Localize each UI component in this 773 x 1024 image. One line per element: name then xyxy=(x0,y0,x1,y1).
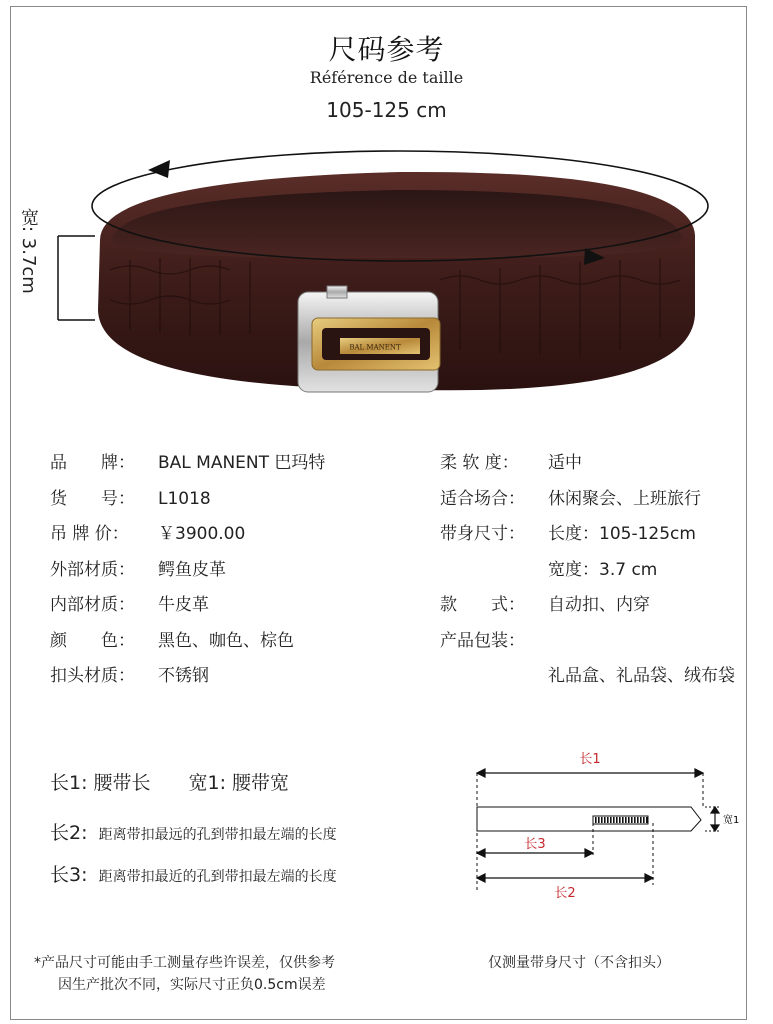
page-subtitle: Référence de taille xyxy=(309,68,464,87)
len3-arrow-left-icon xyxy=(477,849,485,857)
spec-value: 长度：105-125cm xyxy=(548,524,696,544)
hole-tick xyxy=(595,817,597,823)
hole-tick xyxy=(601,817,603,823)
spec-key: 柔 软 度： xyxy=(440,453,519,473)
arrow-left-icon xyxy=(148,160,170,178)
len1-arrow-left-icon xyxy=(477,769,485,777)
legend-text-3: 距离带扣最近的孔到带扣最左端的长度 xyxy=(98,869,337,885)
wid1-label: 宽1 xyxy=(723,815,740,826)
hole-tick xyxy=(607,817,609,823)
len2-label: 长2 xyxy=(554,886,576,901)
hole-tick xyxy=(628,817,630,823)
legend-text-2: 距离带扣最远的孔到带扣最左端的长度 xyxy=(98,827,337,843)
buckle-latch xyxy=(327,286,347,298)
page-title: 尺码参考 xyxy=(328,33,445,66)
legend-key-2: 长2: xyxy=(50,822,88,844)
len1-arrow-right-icon xyxy=(695,769,703,777)
spec-row xyxy=(440,484,701,509)
spec-row xyxy=(440,661,735,686)
hole-tick xyxy=(631,817,633,823)
spec-value: 宽度：3.7 cm xyxy=(548,559,658,580)
legend-line-2 xyxy=(50,818,337,845)
spec-key: 外部材质： xyxy=(50,559,135,580)
len1-label: 长1 xyxy=(579,752,601,767)
belt-strip xyxy=(477,807,701,831)
spec-row xyxy=(50,448,325,473)
hole-tick xyxy=(616,817,618,823)
hole-tick xyxy=(637,817,639,823)
len2-arrow-left-icon xyxy=(477,874,485,882)
spec-key: 款 式： xyxy=(440,595,525,615)
spec-value: 适中 xyxy=(548,453,582,473)
spec-value: 黑色、咖色、棕色 xyxy=(158,630,294,651)
hole-tick xyxy=(622,817,624,823)
measure-note: 仅测量带身尺寸（不含扣头） xyxy=(488,955,670,971)
spec-key: 带身尺寸： xyxy=(440,524,525,544)
spec-value: 休闲聚会、上班旅行 xyxy=(548,488,701,509)
hole-tick xyxy=(643,817,645,823)
spec-value: 礼品盒、礼品袋、绒布袋 xyxy=(548,666,735,686)
spec-row xyxy=(440,519,696,544)
len3-label: 长3 xyxy=(524,837,546,852)
hole-tick xyxy=(625,817,627,823)
spec-value: 自动扣、内穿 xyxy=(548,595,650,615)
spec-value: 不锈钢 xyxy=(158,666,209,686)
len2-arrow-right-icon xyxy=(645,874,653,882)
hole-tick xyxy=(634,817,636,823)
width-bracket xyxy=(58,236,95,320)
hole-tick xyxy=(613,817,615,823)
spec-row xyxy=(50,519,245,544)
spec-value: 牛皮革 xyxy=(158,595,209,615)
belt-image xyxy=(0,140,773,410)
spec-row xyxy=(440,448,582,473)
size-range: 105-125 cm xyxy=(326,98,447,122)
spec-key: 内部材质： xyxy=(50,595,135,615)
spec-row xyxy=(50,555,226,580)
wid1-arrow-down-icon xyxy=(711,825,719,831)
spec-key: 扣头材质： xyxy=(50,666,135,686)
spec-row xyxy=(50,484,211,509)
spec-key: 品 牌： xyxy=(50,453,135,473)
hole-tick xyxy=(598,817,600,823)
spec-row xyxy=(440,555,657,580)
spec-value: ￥3900.00 xyxy=(158,524,246,544)
hole-tick xyxy=(604,817,606,823)
buckle-logo-text: BAL MANENT xyxy=(349,343,401,352)
spec-row xyxy=(50,626,294,651)
legend-key-3: 长3: xyxy=(50,864,88,886)
spec-row xyxy=(50,661,209,686)
hole-tick xyxy=(646,817,648,823)
spec-key: 产品包装： xyxy=(440,630,525,651)
spec-key: 适合场合： xyxy=(440,488,525,509)
legend-line-1: 长1: 腰带长 宽1: 腰带宽 xyxy=(50,772,290,794)
hole-tick xyxy=(610,817,612,823)
legend-line-3 xyxy=(50,860,337,887)
spec-value: L1018 xyxy=(158,488,211,509)
hole-tick xyxy=(619,817,621,823)
spec-key: 颜 色： xyxy=(50,630,135,651)
spec-key: 货 号： xyxy=(50,488,135,509)
width-label: 宽: 3.7cm xyxy=(18,208,39,294)
spec-row xyxy=(440,590,650,615)
len3-arrow-right-icon xyxy=(585,849,593,857)
spec-key: 吊 牌 价： xyxy=(50,524,129,544)
wid1-arrow-up-icon xyxy=(711,807,719,813)
measurement-diagram xyxy=(465,745,750,905)
spec-value: BAL MANENT 巴玛特 xyxy=(158,453,326,473)
disclaimer-line-2: 因生产批次不同，实际尺寸正负0.5cm误差 xyxy=(58,977,326,993)
disclaimer-line-1: *产品尺寸可能由手工测量存些许误差，仅供参考 xyxy=(34,955,335,971)
spec-row xyxy=(50,590,209,615)
spec-value: 鳄鱼皮革 xyxy=(158,559,226,580)
spec-row xyxy=(440,626,548,651)
hole-tick xyxy=(640,817,642,823)
